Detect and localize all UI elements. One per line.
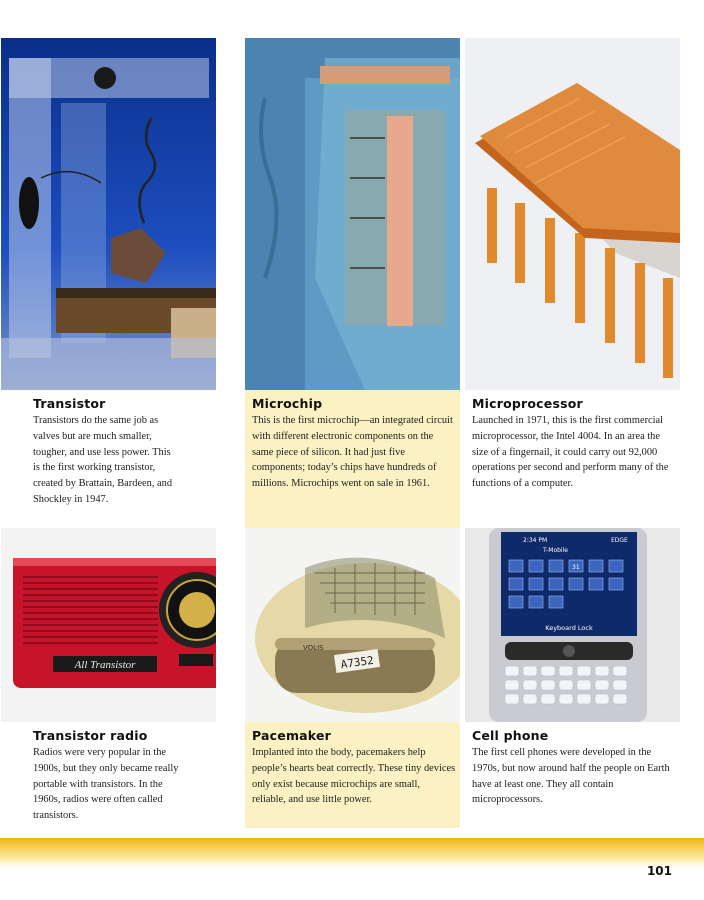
phone-time-text: 2:34 PM (523, 537, 548, 544)
microchip-card (245, 390, 460, 528)
pacemaker-code-text: A7352 (339, 653, 375, 672)
phone-carrier-text: T-Mobile (543, 547, 568, 554)
microprocessor-title: Microprocessor (472, 396, 583, 411)
radio-photo (1, 528, 216, 722)
cellphone-title: Cell phone (472, 728, 549, 743)
page-number: 101 (646, 864, 672, 878)
footer-band (0, 838, 704, 868)
microchip-photo (245, 38, 460, 390)
phone-lock-text: Keyboard Lock (545, 624, 593, 632)
radio-card (1, 722, 216, 828)
phone-network-text: EDGE (611, 537, 628, 544)
microprocessor-photo (465, 38, 680, 390)
microchip-text: This is the first microchip—an integrated circuit with different electronic components on the same piece of silicon. It had just five components; today’s chips have hundreds of millions. Microchips went on sale in 1961. (252, 415, 453, 490)
transistor-text: Transistors do the same job as valves but are much smaller, tougher, and use less power. This is the first working transistor, created by Brattain, Bardeen, and Shockley in 1947. (33, 415, 173, 505)
microchip-title: Microchip (252, 396, 323, 411)
cellphone-photo (465, 528, 680, 722)
transistor-card (1, 390, 216, 528)
pacemaker-photo (245, 528, 460, 722)
phone-date-text: 31 (572, 564, 580, 571)
microprocessor-text: Launched in 1971, this is the first commercial microprocessor, the Intel 4004. In an area the size of a fingernail, it could carry out 92,000 operations per second and perform many of the functions of a computer. (472, 415, 669, 490)
transistor-photo (1, 38, 216, 390)
pacemaker-title: Pacemaker (252, 728, 332, 743)
pacemaker-card (245, 722, 460, 828)
radio-text: Radios were very popular in the 1900s, but they only became really portable with transistors. In the 1960s, radios were often called transistors. (33, 747, 179, 822)
cellphone-text: The first cell phones were developed in the 1970s, but now around half the people on Earth have at least one. They all contain microprocessors. (472, 747, 670, 806)
radio-brand-text: All Transistor (74, 659, 136, 671)
pacemaker-text: Implanted into the body, pacemakers help people’s hearts beat correctly. These tiny devices only exist because microchips are small, reliable, and use little power. (252, 747, 456, 806)
cellphone-card (465, 722, 680, 828)
microprocessor-card (465, 390, 680, 528)
transistor-title: Transistor (33, 396, 106, 411)
pacemaker-mark-text: VOLIS (303, 644, 324, 652)
radio-title: Transistor radio (33, 728, 148, 743)
